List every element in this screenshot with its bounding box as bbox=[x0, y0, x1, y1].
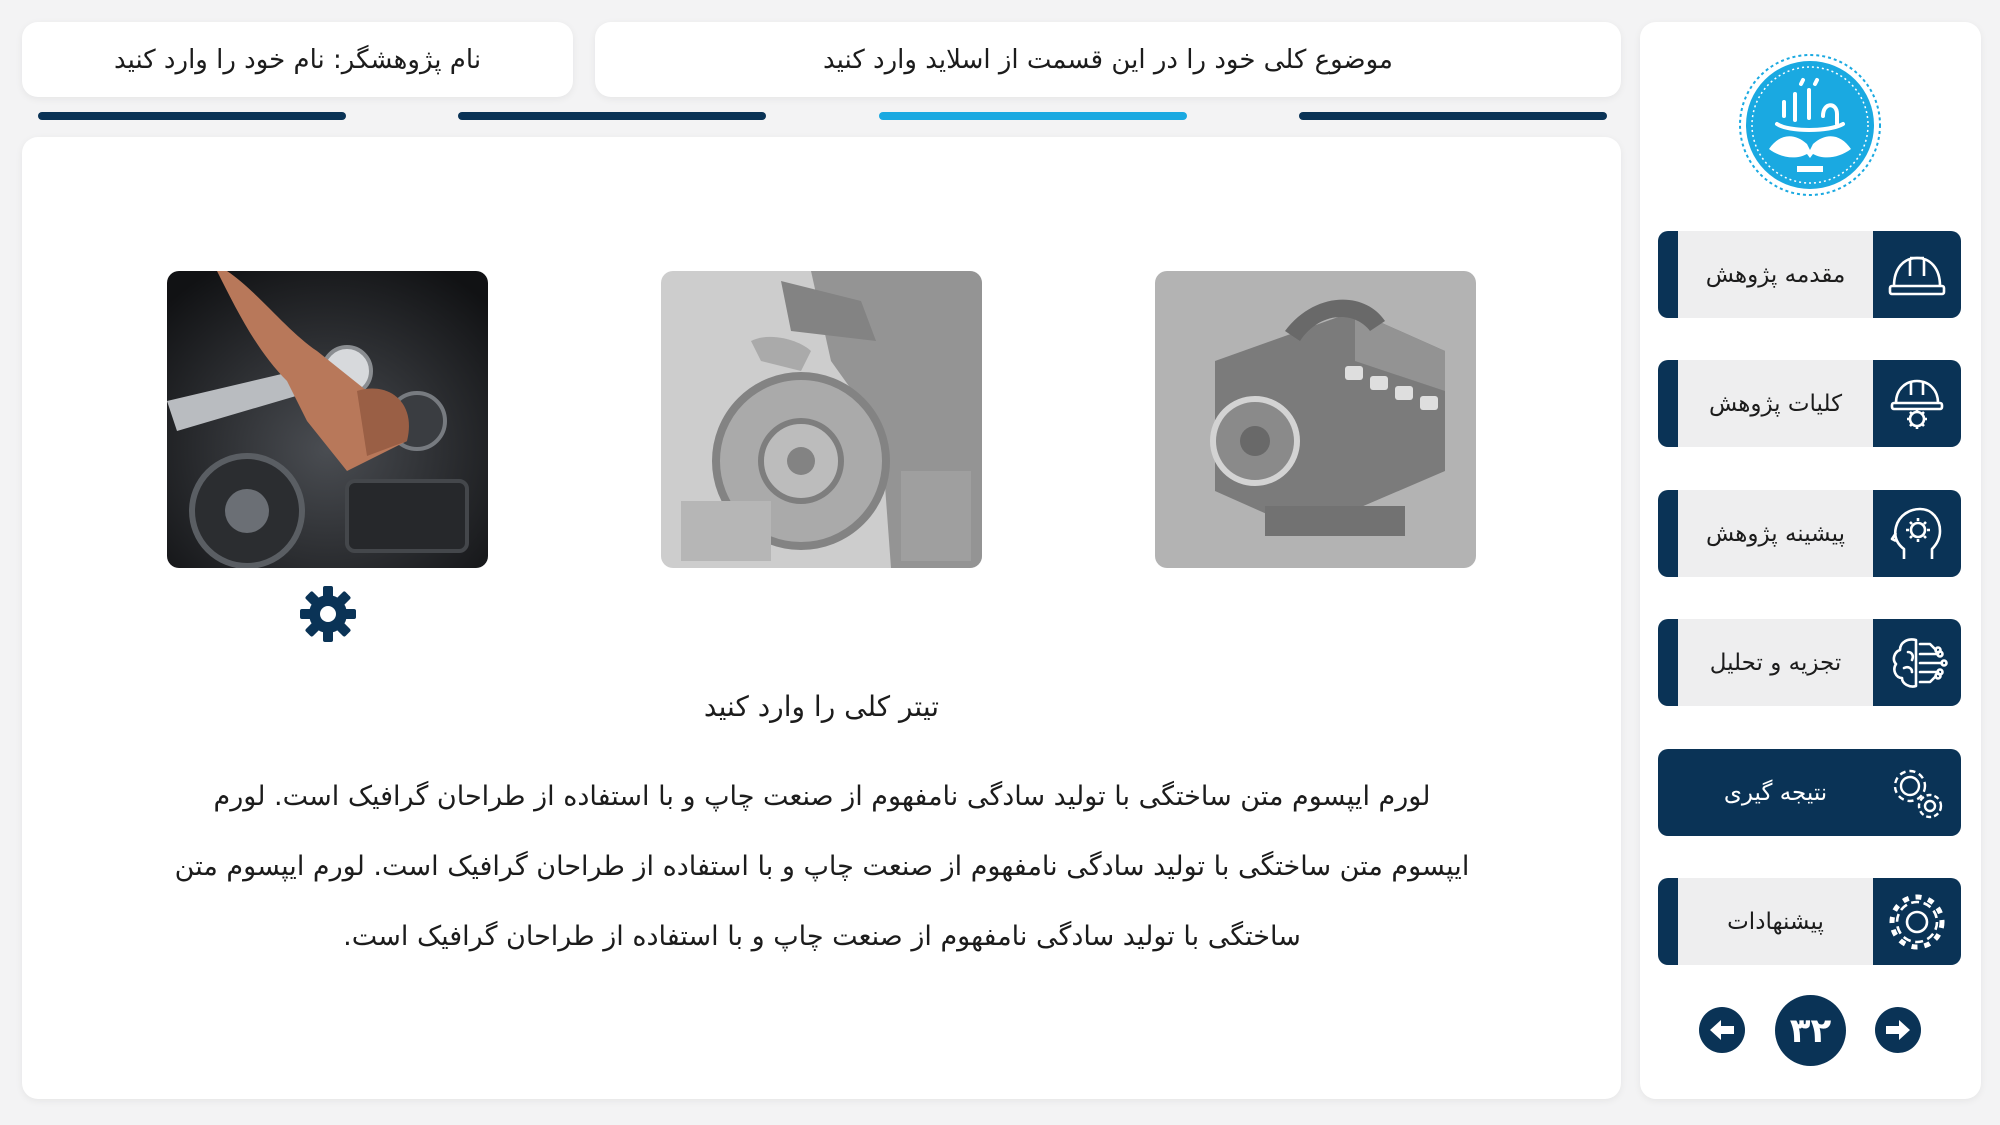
sidebar-item-label: نتیجه گیری bbox=[1723, 779, 1828, 806]
sidebar-item-label: کلیات پژوهش bbox=[1708, 390, 1843, 417]
main-body-text: لورم ایپسوم متن ساختگی با تولید سادگی نامفهوم از صنعت چاپ و با استفاده از طراحان گرافیک است. لورم ایپسوم متن ساختگی با تولید سادگی نامفهوم از صنعت چاپ و با استفاده از طراحان گرافیک است. لورم ایپسوم متن ساختگی با تولید سادگی نامفهوم از صنعت چاپ و با استفاده از طراحان گرافیک است. bbox=[174, 781, 1470, 952]
hard-hat-gear-icon bbox=[1886, 373, 1948, 435]
sidebar-item-introduction[interactable] bbox=[1658, 231, 1961, 318]
university-of-tehran-logo bbox=[1739, 54, 1881, 196]
wrench-engine-photo bbox=[167, 271, 488, 568]
sidebar-item-overview[interactable] bbox=[1658, 360, 1961, 447]
previous-button[interactable] bbox=[1699, 1007, 1745, 1053]
main-content-card bbox=[22, 137, 1621, 1099]
page-number-badge bbox=[1775, 995, 1846, 1066]
sidebar-item-label: پیشینه پژوهش bbox=[1705, 520, 1846, 547]
sidebar-item-label: تجزیه و تحلیل bbox=[1709, 649, 1842, 676]
gear-outline-icon bbox=[1886, 891, 1948, 953]
progress-segment-2-active bbox=[879, 112, 1187, 120]
head-gear-icon bbox=[1886, 503, 1948, 565]
sidebar-item-label: پیشنهادات bbox=[1727, 908, 1824, 935]
progress-segment-3 bbox=[458, 112, 766, 120]
progress-segment-1 bbox=[1299, 112, 1607, 120]
progress-segment-4 bbox=[38, 112, 346, 120]
gears-icon bbox=[1886, 762, 1948, 824]
engine-block-photo bbox=[1155, 271, 1476, 568]
mechanic-gearbox-photo bbox=[661, 271, 982, 568]
page-number: ۳۲ bbox=[1789, 1010, 1832, 1051]
researcher-name-label: نام پژوهشگر: نام خود را وارد کنید bbox=[113, 44, 482, 75]
topic-field[interactable] bbox=[595, 22, 1621, 97]
researcher-name-field[interactable] bbox=[22, 22, 573, 97]
sidebar-item-label: مقدمه پژوهش bbox=[1705, 261, 1846, 288]
sidebar-item-analysis[interactable] bbox=[1658, 619, 1961, 706]
sidebar-item-conclusion[interactable] bbox=[1658, 749, 1961, 836]
hard-hat-icon bbox=[1886, 244, 1948, 306]
arrow-left-icon bbox=[1707, 1015, 1737, 1045]
sidebar-item-literature[interactable] bbox=[1658, 490, 1961, 577]
main-title: تیتر کلی را وارد کنید bbox=[703, 690, 940, 723]
topic-label: موضوع کلی خود را در این قسمت از اسلاید وارد کنید bbox=[823, 44, 1393, 75]
sidebar-item-suggestions[interactable] bbox=[1658, 878, 1961, 965]
sidebar bbox=[1640, 22, 1981, 1099]
gear-icon bbox=[298, 584, 358, 644]
arrow-right-icon bbox=[1883, 1015, 1913, 1045]
brain-circuit-icon bbox=[1886, 632, 1948, 694]
next-button[interactable] bbox=[1875, 1007, 1921, 1053]
